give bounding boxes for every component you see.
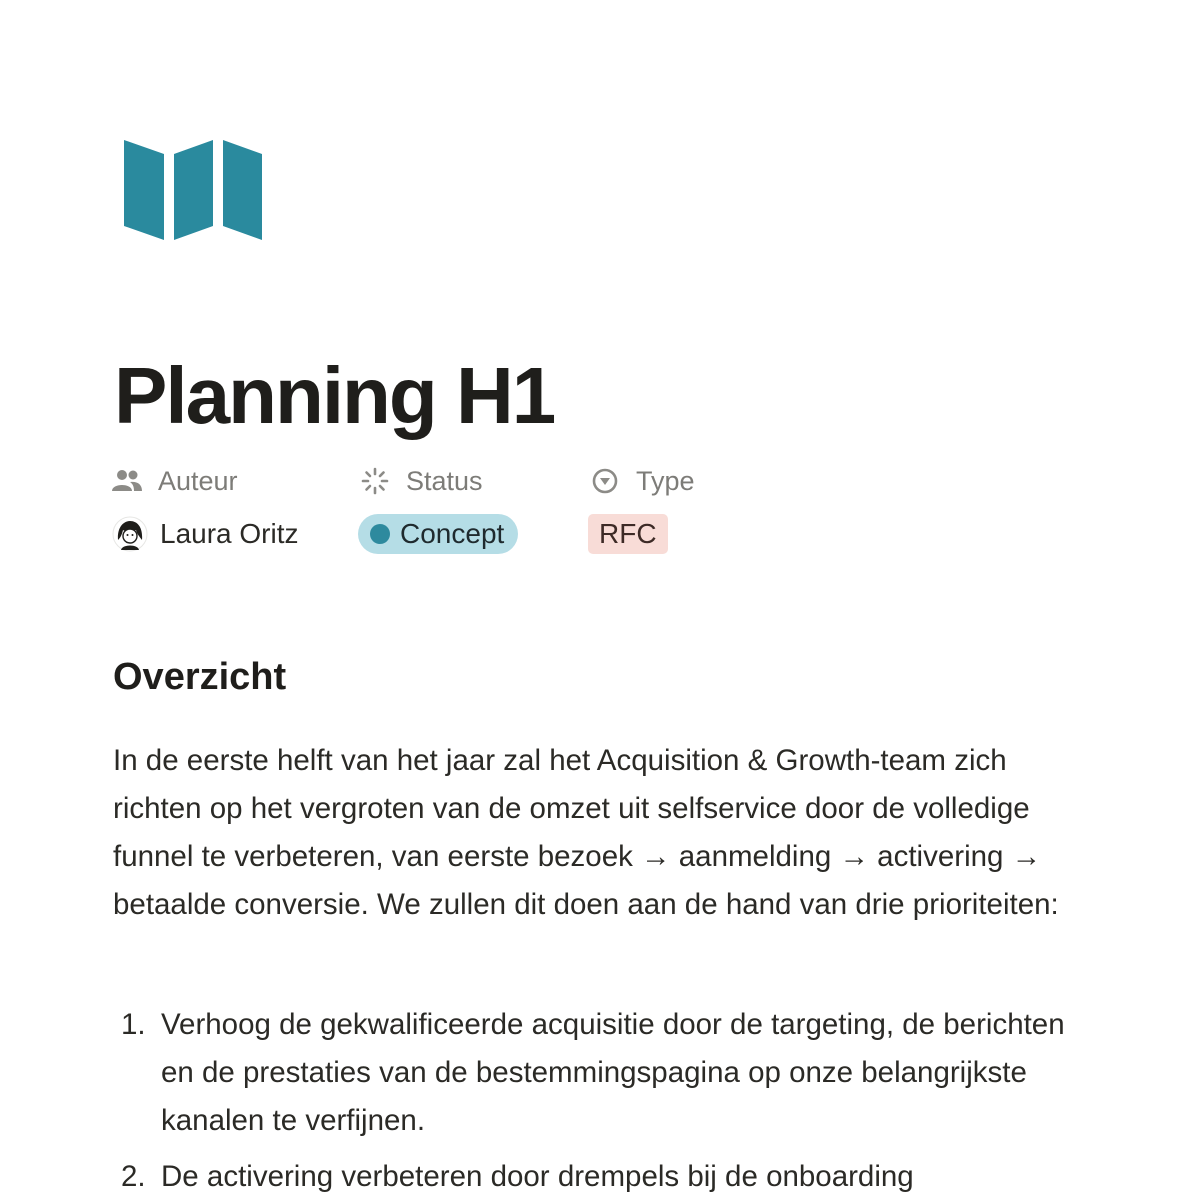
overview-paragraph[interactable]: In de eerste helft van het jaar zal het Acquisition & Growth-team zich richten op het vergroten van de omzet uit selfservice door de volledige funnel te verbeteren, van eerste bezoek → aanmelding → activering → betaalde conversie. We zullen dit doen aan de hand van drie prioriteiten:	[113, 744, 1059, 921]
list-number: 2.	[121, 1160, 146, 1193]
author-name: Laura Oritz	[160, 518, 299, 549]
status-value: Concept	[400, 518, 505, 549]
list-item-text: De activering verbeteren door drempels bij de onboarding	[161, 1160, 914, 1193]
author-value[interactable]	[112, 512, 299, 556]
avatar	[112, 516, 148, 552]
loader-icon	[360, 466, 390, 496]
list-item[interactable]	[113, 1153, 1103, 1200]
property-type-header[interactable]	[590, 464, 695, 498]
people-icon	[112, 466, 142, 496]
property-author-label: Auteur	[158, 465, 238, 496]
book-map-icon	[124, 140, 264, 242]
priority-list	[113, 1001, 1103, 1200]
property-status-header[interactable]	[360, 464, 483, 498]
property-author-header[interactable]	[112, 464, 238, 498]
list-item-text: Verhoog de gekwalificeerde acquisitie door de targeting, de berichten en de prestaties van de bestemmingspagina op onze belangrijkste kanalen te verfijnen.	[161, 1008, 1065, 1137]
select-circle-icon	[590, 466, 620, 496]
page-title[interactable]: Planning H1	[114, 351, 555, 440]
section-heading[interactable]: Overzicht	[113, 656, 287, 698]
type-tag[interactable]	[588, 514, 668, 554]
property-type-label: Type	[636, 465, 695, 496]
list-item[interactable]	[113, 1001, 1103, 1145]
status-dot	[370, 524, 390, 544]
property-status-label: Status	[406, 465, 483, 496]
list-number: 1.	[121, 1008, 146, 1041]
type-value: RFC	[599, 518, 657, 549]
status-badge[interactable]	[358, 514, 518, 554]
